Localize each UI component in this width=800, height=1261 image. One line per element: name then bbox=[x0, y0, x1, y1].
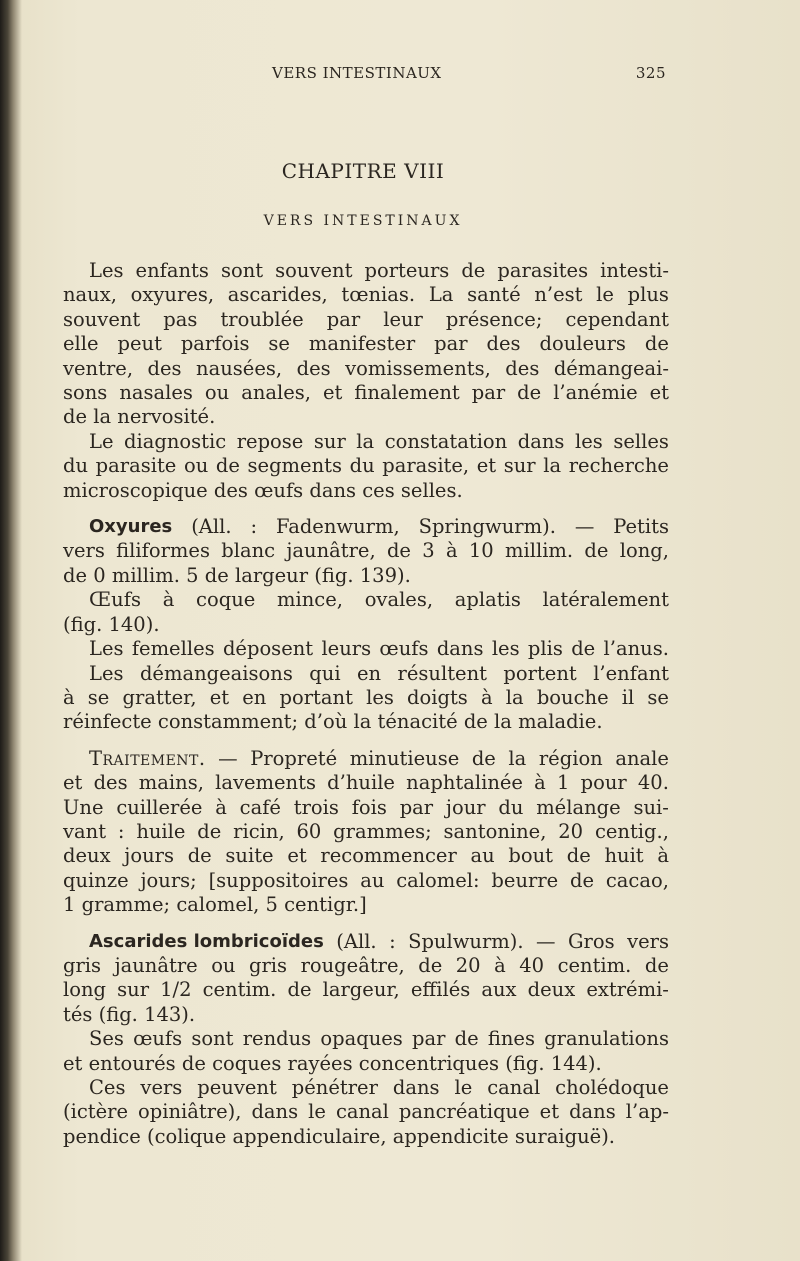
word: ou bbox=[204, 381, 230, 405]
word: : bbox=[250, 515, 258, 539]
line-text: pendice (colique appendiculaire, appendicite suraiguë). bbox=[63, 1124, 616, 1148]
text-line bbox=[63, 662, 669, 686]
word: l’anémie bbox=[553, 381, 638, 405]
running-title: VERS INTESTINAUX bbox=[272, 64, 442, 82]
word: elle bbox=[63, 332, 99, 356]
word: à bbox=[480, 685, 493, 709]
word: ricin, bbox=[233, 819, 285, 843]
word: l’enfant bbox=[593, 661, 669, 685]
word: se bbox=[647, 685, 669, 709]
word: ovales, bbox=[364, 588, 434, 612]
word: par bbox=[471, 381, 506, 405]
word: anale bbox=[615, 746, 669, 770]
text-line bbox=[63, 1076, 669, 1100]
word: 20 bbox=[455, 953, 481, 977]
word: enfants bbox=[135, 259, 209, 282]
text-line bbox=[63, 332, 669, 356]
word: ascarides, bbox=[227, 283, 328, 307]
word: peut bbox=[117, 332, 162, 356]
word: sont bbox=[220, 259, 264, 282]
word: parfois bbox=[180, 332, 250, 356]
word: vant bbox=[63, 819, 107, 843]
word: les bbox=[574, 429, 603, 453]
word: de bbox=[644, 953, 669, 977]
word: n’est bbox=[534, 283, 583, 307]
word: largeur, bbox=[322, 978, 400, 1002]
word: Ses bbox=[89, 1027, 124, 1051]
word: des bbox=[296, 356, 331, 380]
word: — bbox=[536, 929, 556, 953]
word: Spulwurm). bbox=[408, 929, 524, 953]
text-line bbox=[63, 1027, 669, 1051]
word: de bbox=[517, 381, 542, 405]
word: se bbox=[268, 332, 290, 356]
word: et bbox=[209, 685, 230, 709]
text-line bbox=[63, 479, 669, 503]
text-line bbox=[63, 454, 669, 478]
paragraph-gap bbox=[63, 503, 669, 515]
word: quinze bbox=[63, 868, 129, 892]
word: Petits bbox=[613, 515, 669, 539]
word: mains, bbox=[138, 771, 204, 795]
word: et bbox=[287, 844, 307, 868]
word: centim. bbox=[557, 953, 632, 977]
word: tœnias. bbox=[341, 283, 416, 307]
word: leur bbox=[383, 307, 423, 331]
word: de bbox=[418, 953, 443, 977]
line-text: microscopique des œufs dans ces selles. bbox=[63, 478, 463, 502]
word: deux bbox=[527, 978, 576, 1002]
word: aux bbox=[481, 978, 517, 1002]
word: vers bbox=[63, 539, 105, 563]
word: plis bbox=[527, 637, 563, 661]
word: fois bbox=[351, 795, 387, 819]
word: démangeaisons bbox=[139, 661, 293, 685]
word: à bbox=[215, 795, 227, 819]
word: Les bbox=[89, 637, 124, 661]
word: la bbox=[508, 746, 527, 770]
word: sur bbox=[313, 429, 346, 453]
text-line bbox=[63, 430, 669, 454]
word: beurre bbox=[491, 868, 559, 892]
word: Une bbox=[63, 795, 104, 819]
word: grammes; bbox=[333, 819, 432, 843]
word: 40 bbox=[519, 953, 545, 977]
entry-heading: Oxyures bbox=[89, 516, 173, 538]
word: vers bbox=[140, 1076, 183, 1099]
word: gris bbox=[63, 953, 102, 977]
word: selles bbox=[613, 429, 669, 453]
body-text bbox=[63, 259, 669, 1149]
word: Gros bbox=[567, 929, 615, 953]
word: naphtalinée bbox=[406, 771, 523, 795]
text-line bbox=[63, 1003, 669, 1027]
text-line bbox=[63, 820, 669, 844]
text-line bbox=[63, 893, 669, 917]
word: canal bbox=[335, 1100, 389, 1124]
word: par bbox=[399, 795, 434, 819]
word: (All. bbox=[191, 515, 232, 539]
running-header bbox=[60, 64, 666, 88]
word: santé bbox=[467, 283, 521, 307]
word: doigts bbox=[407, 685, 468, 709]
text-line bbox=[63, 686, 669, 710]
word: de bbox=[461, 259, 486, 282]
word: d’huile bbox=[327, 771, 395, 795]
word: filiformes bbox=[116, 539, 210, 563]
word: rendus bbox=[242, 1027, 312, 1051]
word: blanc bbox=[221, 539, 276, 563]
word: et bbox=[539, 1100, 560, 1124]
word: portent bbox=[503, 661, 577, 685]
word: œufs bbox=[379, 637, 429, 661]
word: jour bbox=[445, 795, 486, 819]
word: pancréatique bbox=[398, 1100, 530, 1124]
text-line bbox=[63, 357, 669, 381]
word: ou bbox=[211, 953, 236, 977]
word: dans bbox=[569, 1100, 616, 1124]
text-line bbox=[63, 1052, 669, 1076]
word: de bbox=[287, 978, 312, 1002]
word: jaunâtre bbox=[114, 953, 198, 977]
word: qui bbox=[309, 661, 341, 685]
text-line bbox=[63, 954, 669, 978]
word: gratter, bbox=[122, 685, 197, 709]
word: ventre, bbox=[63, 356, 134, 380]
word: (ictère bbox=[63, 1100, 129, 1124]
paragraph-gap bbox=[63, 735, 669, 747]
word: sur bbox=[117, 978, 150, 1002]
word: fines bbox=[487, 1027, 535, 1051]
word: extrémi- bbox=[586, 978, 669, 1002]
word: manifester bbox=[308, 332, 416, 356]
text-line bbox=[63, 637, 669, 661]
word: jaunâtre, bbox=[286, 539, 376, 563]
word: diagnostic bbox=[124, 429, 227, 453]
line-text: tés (fig. 143). bbox=[63, 1002, 196, 1026]
word: de bbox=[215, 454, 240, 478]
word: se bbox=[87, 685, 110, 709]
word: de bbox=[644, 332, 669, 356]
word: bouche bbox=[536, 685, 609, 709]
word: porteurs bbox=[364, 259, 450, 282]
word: de bbox=[386, 539, 411, 563]
word: opiniâtre), bbox=[138, 1100, 242, 1124]
word: anales, bbox=[241, 381, 311, 405]
page-number: 325 bbox=[635, 64, 666, 82]
line-text: et entourés de coques rayées concentriques (fig. 144). bbox=[63, 1051, 602, 1075]
word: des bbox=[486, 332, 521, 356]
text-line bbox=[63, 283, 669, 307]
chapter-subtitle: VERS INTESTINAUX bbox=[263, 213, 463, 229]
word: : bbox=[389, 929, 396, 953]
word: Propreté bbox=[250, 746, 338, 770]
word: à bbox=[445, 539, 458, 563]
word: huit bbox=[604, 844, 644, 868]
word: pour bbox=[580, 771, 627, 795]
word: jours; bbox=[140, 868, 197, 892]
text-line bbox=[63, 405, 669, 429]
word: recherche bbox=[568, 454, 669, 478]
word: finalement bbox=[354, 381, 460, 405]
word: par bbox=[326, 307, 361, 331]
line-text: (fig. 140). bbox=[63, 612, 160, 636]
word: des bbox=[147, 356, 182, 380]
word: de bbox=[566, 844, 591, 868]
word: long, bbox=[619, 539, 669, 563]
word: de bbox=[570, 868, 595, 892]
word: troublée bbox=[220, 307, 304, 331]
line-text: 1 gramme; calomel, 5 centigr.] bbox=[63, 893, 367, 917]
word: Œufs bbox=[89, 588, 141, 612]
word: dans bbox=[436, 637, 484, 661]
word: plus bbox=[627, 283, 669, 307]
word: sons bbox=[63, 381, 108, 405]
word: des bbox=[505, 356, 540, 380]
word: oxyures, bbox=[130, 283, 215, 307]
word: et bbox=[322, 381, 343, 405]
word: 1/2 bbox=[160, 978, 192, 1002]
word: leurs bbox=[321, 637, 372, 661]
word: Le bbox=[89, 429, 114, 453]
word: à bbox=[534, 771, 546, 795]
word: portant bbox=[279, 685, 353, 709]
word: rougeâtre, bbox=[300, 953, 405, 977]
text-line bbox=[63, 978, 669, 1002]
word: et bbox=[63, 771, 83, 795]
entry-heading: Ascarides lombricoïdes bbox=[89, 930, 324, 952]
word: opaques bbox=[320, 1027, 403, 1051]
word: 40. bbox=[637, 771, 669, 795]
word: de bbox=[454, 1027, 479, 1051]
word: pas bbox=[163, 307, 198, 331]
chapter-title: CHAPITRE VIII bbox=[281, 159, 445, 183]
paragraph-gap bbox=[63, 918, 669, 930]
word: Les bbox=[89, 661, 124, 685]
word: présence; bbox=[445, 307, 543, 331]
word: souvent bbox=[275, 259, 353, 282]
word: dans bbox=[517, 429, 565, 453]
word: à bbox=[494, 953, 506, 977]
word: et bbox=[649, 381, 669, 405]
text-line bbox=[63, 747, 669, 771]
text-line bbox=[63, 613, 669, 637]
word: parasites bbox=[497, 259, 589, 282]
word: en bbox=[242, 685, 267, 709]
word: naux, bbox=[63, 283, 117, 307]
line-text: de 0 millim. 5 de largeur (fig. 139). bbox=[63, 563, 411, 587]
word: segments bbox=[247, 454, 342, 478]
word: — bbox=[218, 746, 238, 770]
word: cacao, bbox=[605, 868, 669, 892]
word: le bbox=[454, 1076, 473, 1099]
word: déposent bbox=[222, 637, 314, 661]
word: parasite, bbox=[382, 454, 470, 478]
word: ou bbox=[183, 454, 209, 478]
text-line bbox=[63, 588, 669, 612]
word: et bbox=[476, 454, 497, 478]
word: vers bbox=[627, 929, 669, 953]
word: œufs bbox=[133, 1027, 183, 1051]
word: café bbox=[239, 795, 281, 819]
word: la bbox=[356, 429, 375, 453]
word: à bbox=[657, 844, 669, 868]
word: les bbox=[366, 685, 394, 709]
word: souvent bbox=[63, 307, 141, 331]
word: Fadenwurm, bbox=[275, 515, 400, 539]
word: à bbox=[63, 685, 75, 709]
word: santonine, bbox=[443, 819, 547, 843]
word: recommencer bbox=[320, 844, 457, 868]
word: mélange bbox=[536, 795, 621, 819]
word: canal bbox=[487, 1076, 541, 1099]
word: 1 bbox=[556, 771, 570, 795]
word: du bbox=[349, 454, 375, 478]
word: aplatis bbox=[454, 588, 521, 612]
word: Springwurm). bbox=[418, 515, 556, 539]
word: douleurs bbox=[539, 332, 626, 356]
word: mince, bbox=[277, 588, 343, 612]
word: sui- bbox=[633, 795, 669, 819]
word: Les bbox=[89, 259, 124, 282]
text-line bbox=[63, 869, 669, 893]
word: long bbox=[63, 978, 107, 1002]
word: centim. bbox=[202, 978, 277, 1002]
word: la bbox=[543, 454, 562, 478]
text-line bbox=[63, 844, 669, 868]
word: : bbox=[117, 819, 125, 843]
word: en bbox=[357, 661, 382, 685]
word: de bbox=[571, 637, 596, 661]
word: de bbox=[197, 819, 222, 843]
word: femelles bbox=[131, 637, 215, 661]
text-line bbox=[63, 1125, 669, 1149]
word: 60 bbox=[296, 819, 322, 843]
section-heading: Traitement. bbox=[89, 746, 206, 770]
word: au bbox=[360, 868, 385, 892]
word: coque bbox=[196, 588, 256, 612]
word: l’anus. bbox=[603, 637, 669, 661]
text-line bbox=[63, 771, 669, 795]
word: le bbox=[596, 283, 614, 307]
word: parasite bbox=[95, 454, 177, 478]
word: des bbox=[93, 771, 128, 795]
word: 20 bbox=[558, 819, 584, 843]
word: effilés bbox=[410, 978, 471, 1002]
word: centig., bbox=[594, 819, 669, 843]
word: La bbox=[428, 283, 454, 307]
word: du bbox=[63, 454, 89, 478]
word: calomel: bbox=[396, 868, 480, 892]
text-line bbox=[63, 259, 669, 283]
word: intesti- bbox=[600, 259, 669, 282]
book-binding-edge bbox=[0, 0, 22, 1261]
text-line bbox=[63, 515, 669, 539]
text-line bbox=[63, 796, 669, 820]
word: les bbox=[491, 637, 520, 661]
word: l’ap- bbox=[625, 1100, 669, 1124]
word: latéralement bbox=[542, 588, 669, 612]
word: résultent bbox=[397, 661, 487, 685]
word: de bbox=[187, 844, 212, 868]
word: cuillerée bbox=[116, 795, 203, 819]
word: nasales bbox=[119, 381, 193, 405]
word: repose bbox=[236, 429, 304, 453]
word: suite bbox=[225, 844, 274, 868]
word: minutieuse bbox=[349, 746, 460, 770]
text-line bbox=[63, 710, 669, 734]
text-line bbox=[63, 381, 669, 405]
word: sur bbox=[503, 454, 536, 478]
word: région bbox=[538, 746, 603, 770]
text-line bbox=[63, 539, 669, 563]
word: jours bbox=[124, 844, 174, 868]
text-line bbox=[63, 1100, 669, 1124]
word: par bbox=[412, 1027, 446, 1051]
word: pénétrer bbox=[291, 1076, 378, 1099]
word: nausées, bbox=[196, 356, 283, 380]
word: cholédoque bbox=[555, 1076, 669, 1099]
word: le bbox=[308, 1100, 326, 1124]
word: démangeai- bbox=[553, 356, 669, 380]
word: [suppositoires bbox=[208, 868, 349, 892]
text-line bbox=[63, 308, 669, 332]
line-text: de la nervosité. bbox=[63, 405, 216, 429]
text-line bbox=[63, 564, 669, 588]
word: bout bbox=[508, 844, 554, 868]
word: il bbox=[621, 685, 635, 709]
word: 3 bbox=[422, 539, 435, 563]
word: millim. bbox=[505, 539, 574, 563]
word: vomissements, bbox=[345, 356, 491, 380]
word: constatation bbox=[384, 429, 508, 453]
word: dans bbox=[392, 1076, 440, 1099]
word: du bbox=[498, 795, 524, 819]
word: sont bbox=[191, 1027, 234, 1051]
word: au bbox=[470, 844, 495, 868]
word: la bbox=[505, 685, 524, 709]
word: trois bbox=[293, 795, 339, 819]
word: 10 bbox=[468, 539, 494, 563]
word: deux bbox=[63, 844, 111, 868]
text-line bbox=[63, 930, 669, 954]
word: cependant bbox=[565, 307, 669, 331]
word: huile bbox=[136, 819, 186, 843]
word: de bbox=[584, 539, 609, 563]
word: de bbox=[471, 746, 496, 770]
line-text: réinfecte constamment; d’où la ténacité de la maladie. bbox=[63, 710, 603, 734]
word: granulations bbox=[544, 1027, 669, 1051]
word: gris bbox=[249, 953, 288, 977]
word: Ces bbox=[89, 1076, 126, 1099]
word: par bbox=[434, 332, 468, 356]
word: lavements bbox=[215, 771, 316, 795]
word: — bbox=[574, 515, 595, 539]
word: à bbox=[162, 588, 175, 612]
word: dans bbox=[251, 1100, 299, 1124]
word: peuvent bbox=[197, 1076, 277, 1099]
word: (All. bbox=[336, 929, 377, 953]
